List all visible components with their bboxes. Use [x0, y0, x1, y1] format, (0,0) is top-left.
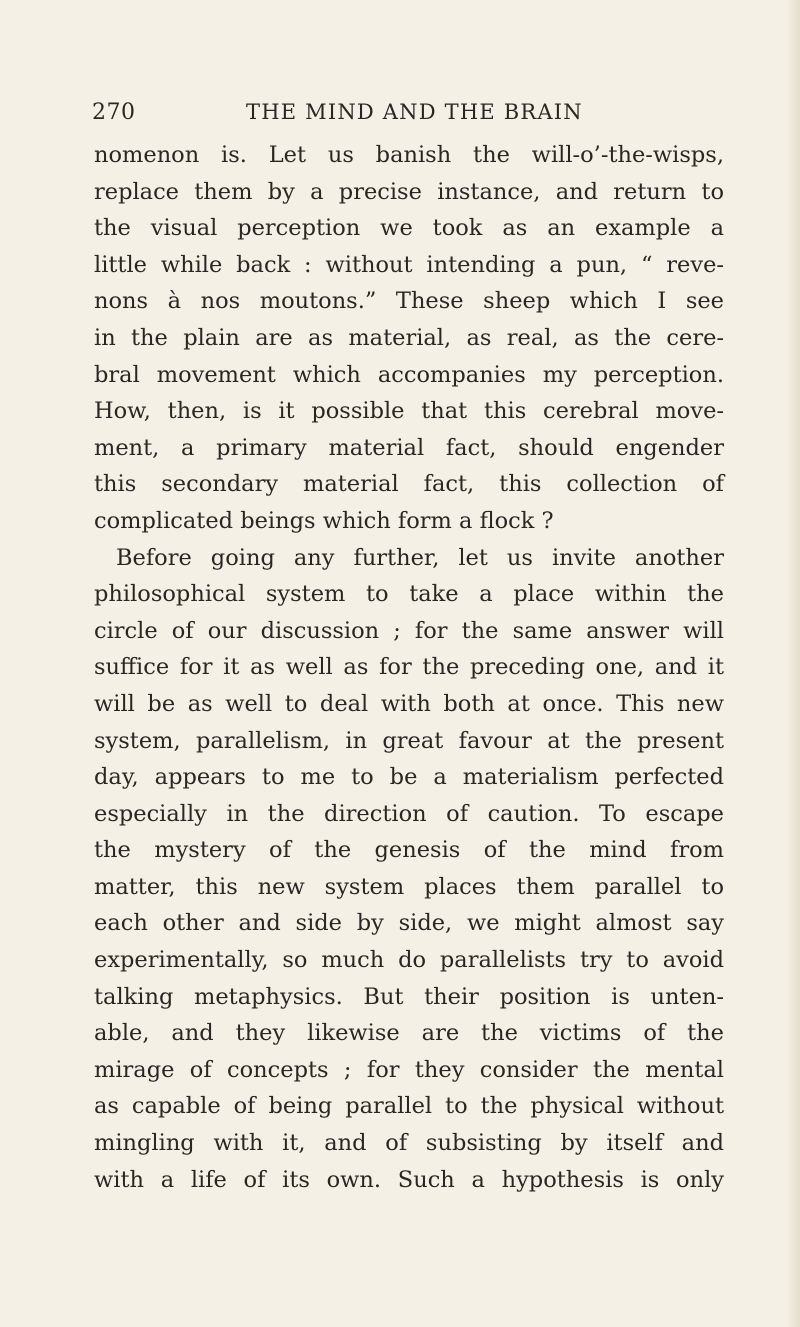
text-line: suffice for it as well as for the preceding one, and it: [94, 654, 724, 681]
page-number: 270: [92, 100, 136, 125]
text-line: each other and side by side, we might almost say: [94, 910, 724, 937]
text-line: replace them by a precise instance, and return to: [94, 178, 724, 205]
paragraph-start-line: Before going any further, let us invite another: [116, 544, 724, 571]
text-line: ment, a primary material fact, should engender: [94, 434, 724, 461]
paragraph-end-line: complicated beings which form a flock ?: [94, 507, 554, 534]
text-line: mirage of concepts ; for they consider the mental: [94, 1056, 724, 1083]
text-line: nomenon is. Let us banish the will-o’-the-wisps,: [94, 142, 724, 168]
text-line: mingling with it, and of subsisting by itself and: [94, 1130, 724, 1157]
text-line: matter, this new system places them parallel to: [94, 873, 724, 900]
text-line: this secondary material fact, this collection of: [94, 471, 724, 498]
text-line: little while back : without intending a pun, “ reve-: [94, 251, 724, 278]
text-line: experimentally, so much do parallelists try to avoid: [94, 947, 724, 974]
text-line: system, parallelism, in great favour at the present: [94, 727, 724, 754]
running-head: [92, 100, 720, 130]
text-line: in the plain are as material, as real, as the cere-: [94, 324, 724, 351]
text-line: the visual perception we took as an example a: [94, 215, 724, 242]
running-title: THE MIND AND THE BRAIN: [246, 100, 583, 124]
text-line: able, and they likewise are the victims of the: [94, 1020, 724, 1047]
text-line: day, appears to me to be a materialism perfected: [94, 764, 724, 791]
text-line: with a life of its own. Such a hypothesis is only: [94, 1166, 724, 1193]
text-line: especially in the direction of caution. To escape: [94, 800, 724, 827]
text-line: nons à nos moutons.” These sheep which I see: [94, 288, 724, 315]
text-line: How, then, is it possible that this cerebral move-: [94, 398, 724, 425]
text-line: as capable of being parallel to the physical without: [94, 1093, 724, 1120]
page-edge-shadow: [786, 0, 800, 1327]
text-line: talking metaphysics. But their position is unten-: [94, 983, 724, 1010]
text-line: philosophical system to take a place within the: [94, 581, 724, 608]
body-text: [94, 137, 724, 1198]
text-line: will be as well to deal with both at once. This new: [94, 690, 724, 717]
text-line: circle of our discussion ; for the same answer will: [94, 617, 724, 644]
text-line: the mystery of the genesis of the mind from: [94, 837, 724, 864]
text-line: bral movement which accompanies my perception.: [94, 361, 724, 388]
